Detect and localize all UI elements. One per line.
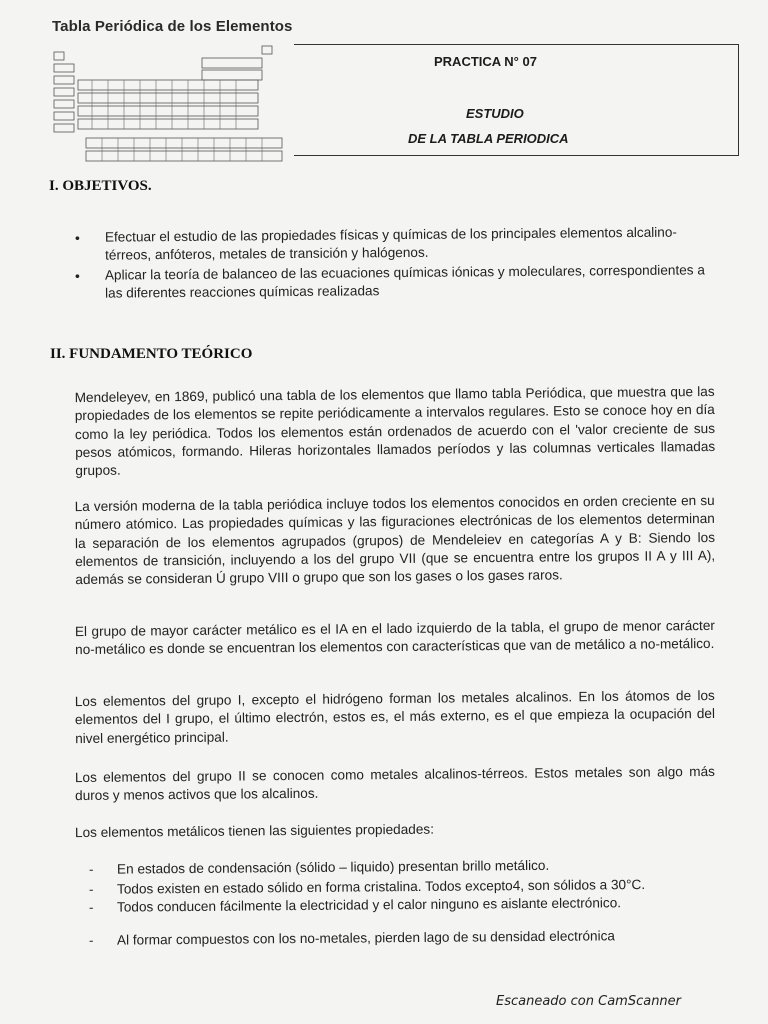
practice-title-line1: ESTUDIO: [466, 106, 524, 121]
objective-text: Efectuar el estudio de las propiedades físicas y químicas de los principales elementos alcalino-térreos, anfóteros, metales de transición y halógenos.: [104, 224, 677, 263]
bullet-icon: •: [74, 229, 80, 246]
theory-paragraph: Los elementos metálicos tienen las siguientes propiedades:: [74, 821, 435, 841]
property-item: [88, 893, 717, 916]
bullet-icon: •: [74, 267, 80, 284]
property-text: Al formar compuestos con los no-metales, pierden lago de su densidad electrónica: [116, 928, 616, 948]
camscanner-watermark: Escaneado con CamScanner: [496, 994, 682, 1009]
property-text: Todos conducen fácilmente la electricidad y el calor ninguno es aislante electrónico.: [116, 895, 622, 915]
theory-paragraph: El grupo de mayor carácter metálico es el IA en el lado izquierdo de la tabla, el grupo de menor carácter no-metálico es donde se encuentran los elementos con características que van de metálico a no-metálico.: [74, 617, 715, 658]
property-item: [88, 926, 717, 949]
objectives-heading: I. OBJETIVOS.: [49, 178, 152, 194]
objective-text: Aplicar la teoría de balanceo de las ecuaciones químicas iónicas y moleculares, correspondientes a las diferentes reacciones químicas realizadas: [104, 262, 705, 301]
periodic-table-image: [52, 38, 290, 166]
objective-item: [74, 223, 705, 264]
objective-item: [74, 261, 705, 302]
dash-icon: -: [88, 899, 94, 915]
theory-paragraph: Los elementos del grupo I, excepto el hidrógeno forman los metales alcalinos. En los átomos de los elementos del I grupo, el último electrón, estos es, el más externo, es el que empieza la ocupación del nivel energético principal.: [74, 687, 716, 746]
property-item: [88, 855, 717, 878]
practice-number: PRACTICA N° 07: [434, 54, 537, 69]
dash-icon: -: [88, 932, 94, 948]
theory-paragraph: Los elementos del grupo II se conocen como metales alcalinos-térreos. Estos metales son algo más duros y menos activos que los alcalinos.: [74, 763, 715, 804]
property-text: Todos existen en estado sólido en forma cristalina. Todos excepto4, son sólidos a 30°C.: [116, 877, 646, 897]
practice-title-line2: DE LA TABLA PERIODICA: [408, 131, 569, 146]
theory-paragraph: La versión moderna de la tabla periódica incluye todos los elementos conocidos en orden creciente en su número atómico. Las propiedades químicas y las figuraciones electrónicas de los elementos determinan la separación de los elementos agrupados (grupos) de Mendeleiev en categorías A y B: Siendo los elementos de transición, incluyendo a los del grupo VII (que se encuentra entre los grupos II A y III A), además se consideran Ú grupo VIII o grupo que son los gases o los gases raros.: [74, 492, 716, 588]
theory-paragraph: Mendeleyev, en 1869, publicó una tabla de los elementos que llamo tabla Periódica, que muestra que las propiedades de los elementos se repite periódicamente a intervalos regulares. Esto se conoce hoy en día como la ley periódica. Todos los elementos están ordenados de acuerdo con el 'valor creciente de sus pesos atómicos, formando. Hileras horizontales llamados períodos y las columnas verticales llamadas grupos.: [74, 383, 716, 479]
theory-heading: II. FUNDAMENTO TEÓRICO: [50, 346, 253, 362]
dash-icon: -: [88, 861, 94, 877]
property-text: En estados de condensación (sólido – liquido) presentan brillo metálico.: [116, 857, 550, 877]
periodic-table-title: Tabla Periódica de los Elementos: [52, 18, 293, 35]
dash-icon: -: [88, 881, 94, 897]
